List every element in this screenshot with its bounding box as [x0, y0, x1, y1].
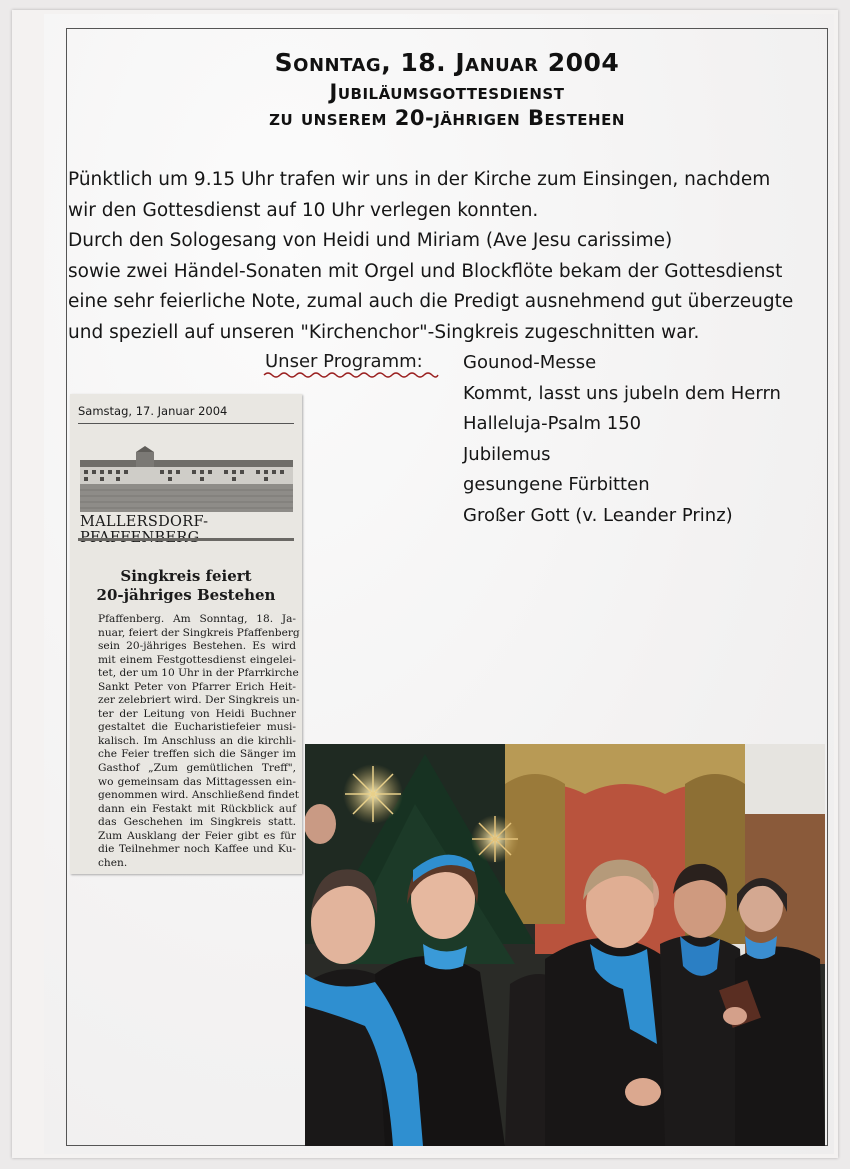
clipping-line: nuar, feiert der Singkreis Pfaffenberg	[98, 626, 300, 639]
clipping-line: chen.	[98, 856, 128, 869]
paragraph-line: und speziell auf unseren "Kirchenchor"-Singkreis zugeschnitten war.	[68, 321, 700, 343]
wavy-underline	[263, 370, 439, 380]
newspaper-clipping	[70, 394, 302, 874]
clipping-line: dann ein Festakt mit Rückblick auf	[98, 802, 296, 815]
paragraph-line: Durch den Sologesang von Heidi und Miriam (Ave Jesu carissime)	[68, 230, 673, 251]
title-occasion: zu unserem 20-jährigen Bestehen	[269, 106, 625, 130]
clipping-line: genommen wird. Anschließend findet	[98, 789, 300, 802]
building-icon	[80, 446, 293, 512]
clipping-rule	[78, 538, 294, 541]
clipping-line: ter der Leitung von Heidi Buchner	[98, 707, 296, 720]
paragraph-line: eine sehr feierliche Note, zumal auch die Predigt ausnehmend gut überzeugte	[68, 291, 794, 312]
headline-line: 20-jähriges Bestehen	[96, 586, 276, 604]
clipping-line: che Feier treffen sich die Sänger im	[98, 748, 296, 761]
title-event: Jubiläumsgottesdienst	[329, 80, 565, 104]
paragraph-line: sowie zwei Händel-Sonaten mit Orgel und Blockflöte bekam der Gottesdienst	[68, 260, 783, 282]
headline-line: Singkreis feiert	[120, 567, 252, 585]
choir-photo-image	[305, 744, 825, 1146]
clipping-line: das Geschehen im Singkreis statt.	[98, 816, 296, 829]
clipping-line: zer zelebriert wird. Der Singkreis un-	[98, 694, 300, 707]
program-item: Jubilemus	[463, 443, 551, 465]
program-item: Halleluja-Psalm 150	[463, 413, 642, 434]
program-item: gesungene Fürbitten	[463, 474, 650, 495]
clipping-line: Pfaffenberg. Am Sonntag, 18. Ja-	[98, 613, 296, 625]
clipping-line: mit einem Festgottesdienst eingelei-	[98, 653, 296, 666]
clipping-headline	[70, 567, 302, 605]
paragraph-line: wir den Gottesdienst auf 10 Uhr verlegen konnten.	[68, 199, 539, 221]
program-item: Kommt, lasst uns jubeln dem Herrn	[463, 382, 781, 404]
program-item: Großer Gott (v. Leander Prinz)	[463, 504, 733, 526]
clipping-rule	[78, 423, 294, 424]
clipping-line: Gasthof „Zum gemütlichen Treff",	[98, 762, 296, 775]
clipping-line: Zum Ausklang der Feier gibt es für	[98, 829, 296, 842]
clipping-body	[98, 613, 300, 870]
report-paragraph	[68, 165, 828, 348]
clipping-line: kalisch. Im Anschluss an die kirchli-	[98, 734, 296, 747]
clipping-line: tet, der um 10 Uhr in der Pfarrkirche	[98, 667, 299, 680]
paragraph-line: Pünktlich um 9.15 Uhr trafen wir uns in der Kirche zum Einsingen, nachdem	[68, 169, 771, 190]
clipping-town: MALLERSDORF-	[80, 514, 209, 530]
clipping-line: sein 20-jähriges Bestehen. Es wird	[98, 640, 296, 653]
clipping-line: wo gemeinsam das Mittagessen ein-	[98, 775, 296, 788]
program-item: Gounod-Messe	[463, 352, 597, 373]
choir-photo	[305, 744, 825, 1146]
clipping-line: die Teilnehmer noch Kaffee und Ku-	[98, 843, 296, 856]
program-label: Unser Programm:	[265, 351, 423, 372]
clipping-line: Sankt Peter von Pfarrer Erich Heit-	[98, 680, 296, 693]
program-list	[463, 348, 781, 531]
clipping-line: gestaltet die Eucharistiefeier musi-	[98, 721, 296, 734]
title-date: Sonntag, 18. Januar 2004	[274, 48, 620, 77]
clipping-date: Samstag, 17. Januar 2004	[78, 404, 228, 418]
